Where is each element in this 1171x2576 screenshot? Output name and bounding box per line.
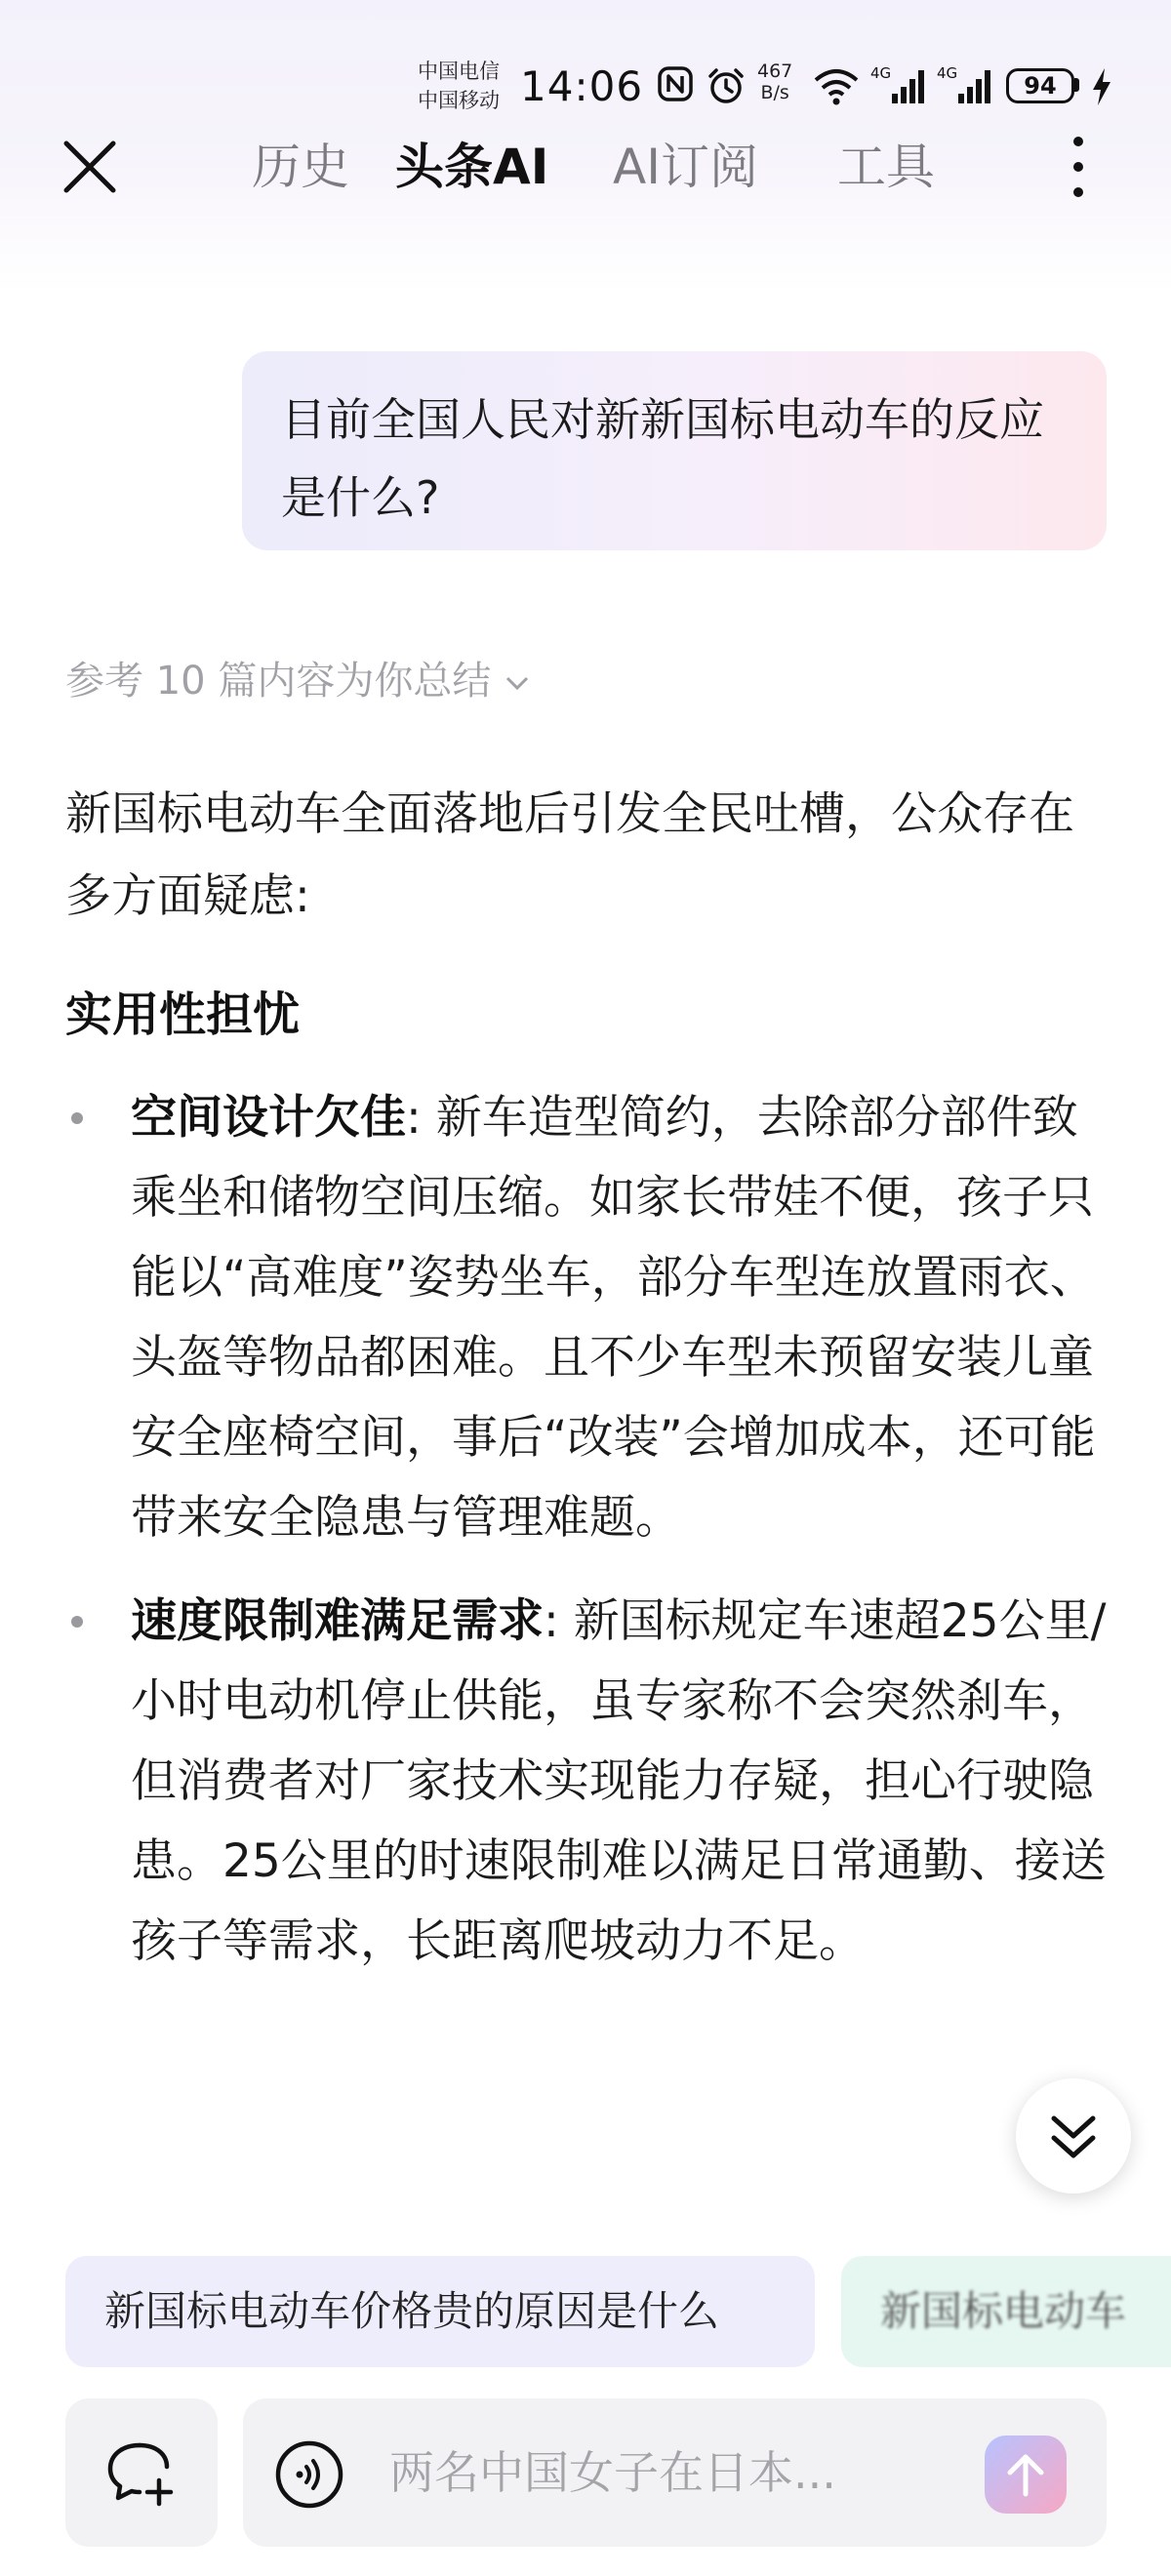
references-summary[interactable] — [65, 652, 530, 710]
tab-history[interactable]: 历史 — [252, 139, 349, 195]
bullet-list — [65, 1078, 1114, 1982]
bullet-title: 速度限制难满足需求 — [131, 1594, 544, 1648]
new-chat-button[interactable] — [65, 2398, 218, 2547]
content-fade — [0, 2186, 1171, 2264]
bullet-dot — [71, 1616, 83, 1628]
net-speed-unit: B/s — [760, 82, 789, 103]
new-chat-icon — [102, 2435, 181, 2510]
bullet-dot — [71, 1112, 83, 1124]
tab-ai-subscription[interactable]: AI订阅 — [613, 139, 758, 195]
arrow-up-icon — [1004, 2451, 1047, 2498]
net-speed-value: 467 — [757, 60, 793, 82]
signal-4g-icon — [870, 64, 927, 107]
bullet-body: : 新车造型简约，去除部分部件致乘坐和储物空间压缩。如家长带娃不便，孩子只能以“高难度”姿势坐车，部分车型连放置雨衣、头盔等物品都困难。且不少车型未预留安装儿童安全座椅空间，事后“改装”会增加成本，还可能带来安全隐患与管理难题。 — [131, 1091, 1096, 1545]
suggestion-chip[interactable]: 新国标电动车价格贵的原因是什么 — [65, 2256, 815, 2367]
net-speed — [757, 60, 792, 103]
carrier-2: 中国移动 — [418, 89, 500, 112]
chevron-down-icon — [505, 674, 530, 692]
list-item — [65, 1078, 1114, 1558]
scroll-to-bottom-button[interactable] — [1016, 2078, 1131, 2194]
message-input-placeholder[interactable]: 两名中国女子在日本... — [389, 2446, 836, 2499]
bullet-title: 空间设计欠佳 — [131, 1091, 406, 1145]
ai-answer — [65, 774, 1114, 2005]
svg-text:4G: 4G — [870, 64, 892, 82]
battery-level: 94 — [1024, 72, 1057, 100]
suggestion-chip-label: 新国标电动车 — [880, 2287, 1127, 2335]
double-chevron-down-icon — [1048, 2113, 1099, 2161]
more-options-icon[interactable] — [1064, 132, 1093, 202]
top-nav — [0, 122, 1171, 210]
carrier-1: 中国电信 — [418, 60, 500, 83]
wifi-icon — [812, 64, 861, 107]
status-time: 14:06 — [520, 62, 644, 110]
send-button[interactable] — [985, 2435, 1067, 2514]
suggestion-chips — [0, 2256, 1171, 2371]
tab-toutiao-ai[interactable]: 头条AI — [395, 139, 549, 195]
voice-input-icon[interactable] — [274, 2439, 344, 2510]
alarm-icon — [705, 64, 747, 107]
battery-cap — [1074, 78, 1079, 92]
references-label: 参考 10 篇内容为你总结 — [65, 659, 492, 704]
suggestion-chip[interactable] — [841, 2256, 1171, 2367]
tab-tools[interactable]: 工具 — [837, 139, 935, 195]
svg-text:4G: 4G — [937, 64, 958, 82]
charging-icon — [1091, 68, 1112, 105]
carrier-labels — [418, 57, 500, 115]
section-heading: 实用性担忧 — [65, 987, 301, 1042]
nfc-icon — [656, 64, 695, 103]
close-icon[interactable] — [59, 136, 121, 198]
message-input-bar[interactable] — [243, 2398, 1107, 2547]
signal-4g-icon — [937, 64, 993, 107]
battery-icon — [1006, 68, 1074, 103]
list-item — [65, 1582, 1114, 1982]
answer-intro: 新国标电动车全面落地后引发全民吐槽，公众存在多方面疑虑: — [65, 787, 1074, 923]
user-message-bubble: 目前全国人民对新新国标电动车的反应是什么? — [242, 351, 1107, 550]
bullet-body: : 新国标规定车速超25公里/小时电动机停止供能，虽专家称不会突然刹车，但消费者对厂家技术实现能力存疑，担心行驶隐患。25公里的时速限制难以满足日常通勤、接送孩子等需求，长距离爬坡动力不足。 — [131, 1594, 1107, 1968]
status-bar — [0, 57, 1171, 115]
